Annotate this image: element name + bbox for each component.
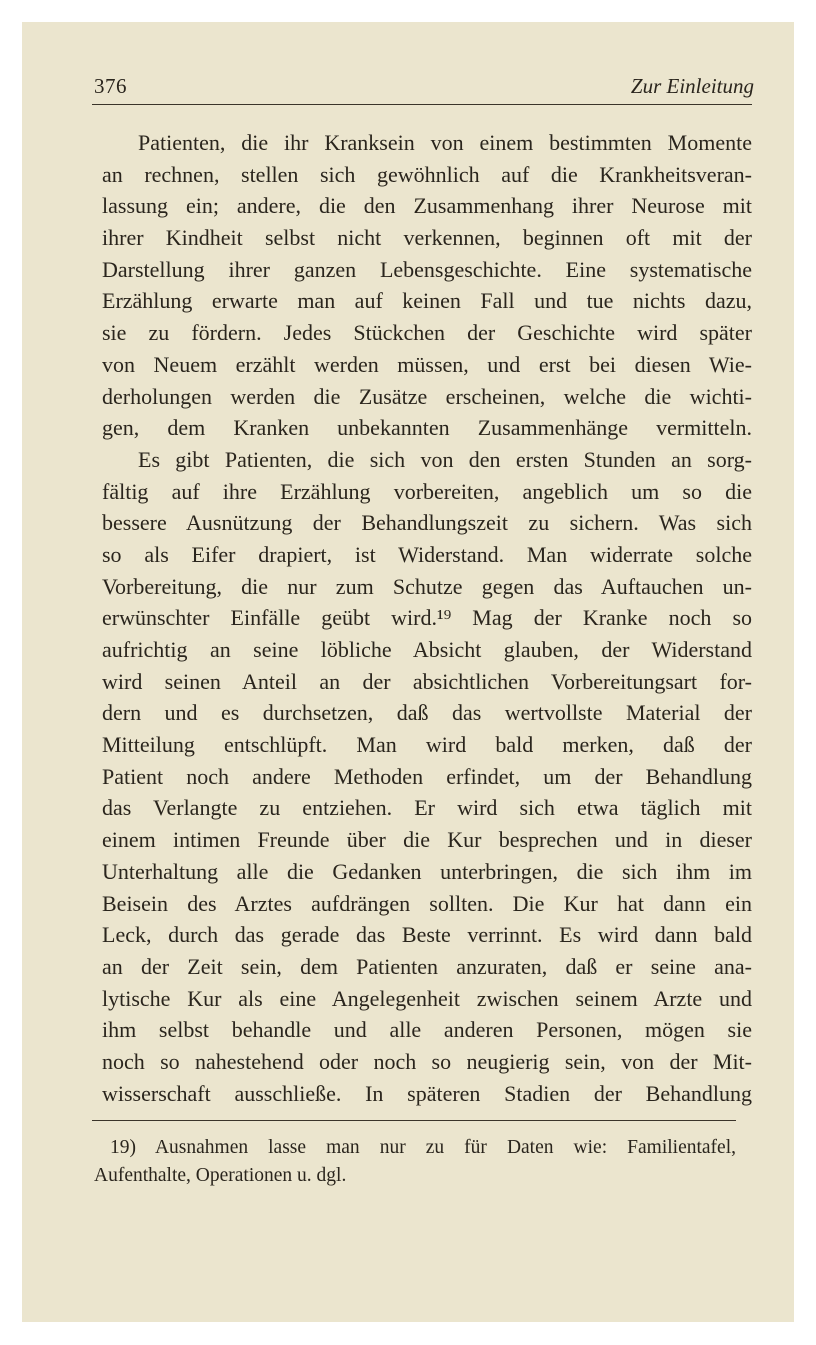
body-line: derholungen werden die Zusätze erscheinen, welche die wichti- [102, 383, 752, 409]
body-line: noch so nahestehend oder noch so neugierig sein, von der Mit- [102, 1048, 752, 1074]
footnote-line: Aufenthalte, Operationen u. dgl. [94, 1165, 347, 1186]
body-line: das Verlangte zu entziehen. Er wird sich etwa täglich mit [102, 795, 752, 821]
running-title: Zur Einleitung [630, 74, 754, 98]
body-line: fältig auf ihre Erzählung vorbereiten, angeblich um so die [102, 478, 752, 504]
body-line: Erzählung erwarte man auf keinen Fall und tue nichts dazu, [102, 288, 752, 314]
body-line: aufrichtig an seine löbliche Absicht glauben, der Widerstand [102, 637, 752, 662]
body-line: Es gibt Patienten, die sich von den ersten Stunden an sorg- [138, 446, 752, 472]
footnote [94, 1134, 736, 1190]
page-header [94, 74, 754, 104]
footnote-rule [92, 1120, 736, 1121]
body-line: Leck, durch das gerade das Beste verrinnt. Es wird dann bald [102, 922, 752, 948]
body-line: ihm selbst behandle und alle anderen Personen, mögen sie [102, 1017, 752, 1043]
body-line: einem intimen Freunde über die Kur besprechen und in dieser [102, 827, 752, 853]
body-line: an rechnen, stellen sich gewöhnlich auf die Krankheitsveran- [102, 161, 752, 187]
body-line: dern und es durchsetzen, daß das wertvollste Material der [102, 700, 752, 726]
body-line: von Neuem erzählt werden müssen, und erst bei diesen Wie- [102, 351, 752, 377]
body-line: lytische Kur als eine Angelegenheit zwischen seinem Arzte und [102, 985, 752, 1011]
body-line: Mitteilung entschlüpft. Man wird bald merken, daß der [102, 732, 752, 758]
body-line: bessere Ausnützung der Behandlungszeit zu sichern. Was sich [102, 510, 752, 536]
body-line: Darstellung ihrer ganzen Lebensgeschichte. Eine systematische [102, 256, 752, 282]
body-line: Vorbereitung, die nur zum Schutze gegen das Auftauchen un- [102, 573, 752, 599]
body-line: Unterhaltung alle die Gedanken unterbringen, die sich ihm im [102, 858, 752, 884]
body-line: Patient noch andere Methoden erfindet, um der Behandlung [102, 763, 752, 789]
body-line: ihrer Kindheit selbst nicht verkennen, beginnen oft mit der [102, 225, 752, 251]
body-line: Patienten, die ihr Kranksein von einem bestimmten Momente [138, 130, 752, 155]
body-line: lassung ein; andere, die den Zusammenhang ihrer Neurose mit [102, 193, 752, 219]
body-line: so als Eifer drapiert, ist Widerstand. Man widerrate solche [102, 541, 752, 567]
body-line: erwünschter Einfälle geübt wird.¹⁹ Mag der Kranke noch so [102, 605, 752, 631]
body-line: gen, dem Kranken unbekannten Zusammenhänge vermitteln. [102, 415, 752, 441]
body-line: Beisein des Arztes aufdrängen sollten. Die Kur hat dann ein [102, 890, 752, 916]
body-text [102, 127, 752, 1109]
body-line: sie zu fördern. Jedes Stückchen der Geschichte wird später [102, 320, 752, 346]
body-line: an der Zeit sein, dem Patienten anzuraten, daß er seine ana- [102, 953, 752, 979]
page-number: 376 [94, 74, 127, 98]
body-line: wisserschaft ausschließe. In späteren Stadien der Behandlung [102, 1080, 752, 1106]
footnote-line: 19) Ausnahmen lasse man nur zu für Daten wie: Familientafel, [110, 1137, 736, 1158]
header-rule [92, 104, 752, 105]
body-line: wird seinen Anteil an der absichtlichen Vorbereitungsart for- [102, 668, 752, 694]
